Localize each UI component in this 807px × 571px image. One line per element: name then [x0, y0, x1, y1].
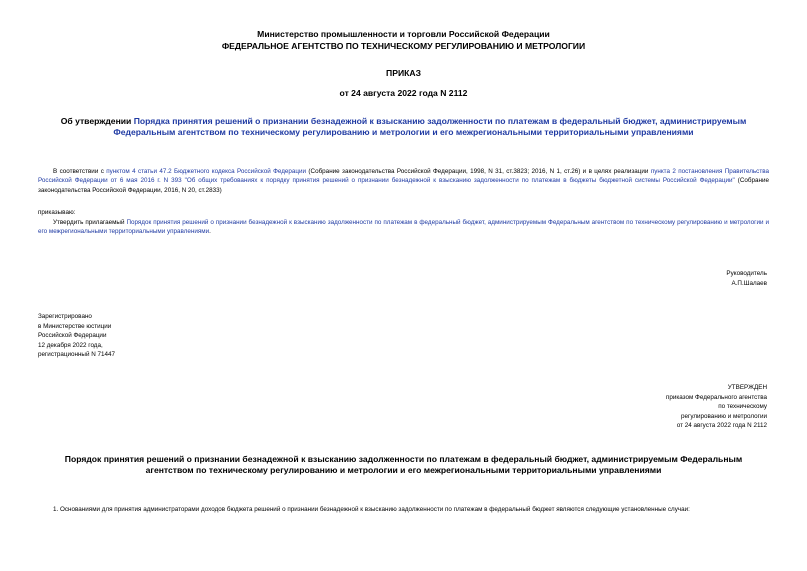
approval-line: приказом Федерального агентства [665, 393, 767, 401]
preamble-text-3: (Собрание законодательства Российской Федерации, 2016, N 20, ст.2833) [38, 177, 769, 194]
registration-line: в Министерстве юстиции [38, 322, 112, 330]
procedure-paragraph-1: 1. Основаниями для принятия администраторами доходов бюджета решений о признании безнадежной к взысканию задолженности по платежам в федеральный бюджет являются следующие установленные случаи: [53, 506, 690, 513]
order-text-1: Утвердить прилагаемый [53, 219, 127, 226]
title-link[interactable]: Порядка принятия решений о признании безнадежной к взысканию задолженности по платежам в федеральный бюджет, администрируемым Федеральным агентством по техническому регулированию и метрологии и его межрегиональными территориальными управлениями [113, 116, 747, 137]
ministry-name: Министерство промышленности и торговли Российской Федерации [257, 29, 550, 39]
order-paragraph [38, 218, 769, 237]
registration-block [38, 312, 115, 360]
approval-line: УТВЕРЖДЕН [727, 384, 767, 391]
preamble-paragraph [38, 167, 769, 195]
document-date-number: от 24 августа 2022 года N 2112 [339, 88, 468, 98]
signature-role: Руководитель [726, 270, 767, 277]
procedure-title: Порядок принятия решений о признании безнадежной к взысканию задолженности по платежам в федеральный бюджет, администрируемым Федеральным агентством по техническому регулированию и метрологии и его межрегиональными территориальными управлениями [64, 454, 743, 475]
registration-line: регистрационный N 71447 [38, 351, 116, 359]
signature-block [726, 269, 767, 288]
registration-line: Российской Федерации [38, 332, 107, 340]
preamble-text-1: В соответствии с [53, 168, 107, 175]
approval-line: регулированию и метрологии [681, 412, 767, 420]
document-type: ПРИКАЗ [386, 68, 421, 78]
signature-name: А.П.Шалаев [731, 279, 767, 287]
order-word: приказываю: [38, 209, 76, 216]
approval-block [666, 383, 767, 431]
approval-line: по техническому [718, 403, 767, 411]
document-title [50, 116, 757, 138]
government-resolution-link[interactable]: пункта 2 постановления Правительства Российской Федерации от 6 мая 2016 г. N 393 "Об общих требованиях к порядку принятия решений о признании безнадежной к взысканию задолженности по платежам в бюджеты бюджетной системы Российской Федерации" [38, 168, 769, 185]
budget-code-link[interactable]: пунктом 4 статьи 47.2 Бюджетного кодекса Российской Федерации [106, 168, 307, 175]
registration-line: 12 декабря 2022 года, [38, 341, 103, 349]
approval-line: от 24 августа 2022 года N 2112 [676, 422, 767, 430]
registration-line: Зарегистрировано [38, 313, 92, 320]
preamble-text-2: (Собрание законодательства Российской Федерации, 1998, N 31, ст.3823; 2016, N 1, ст.26) и в целях реализации [306, 168, 651, 175]
order-text-2: . [209, 228, 211, 236]
title-prefix: Об утверждении [60, 116, 134, 126]
agency-name: ФЕДЕРАЛЬНОЕ АГЕНТСТВО ПО ТЕХНИЧЕСКОМУ РЕГУЛИРОВАНИЮ И МЕТРОЛОГИИ [221, 41, 586, 51]
procedure-link[interactable]: Порядок принятия решений о признании безнадежной к взысканию задолженности по платежам в федеральный бюджет, администрируемым Федеральным агентством по техническому регулированию и метрологии и его межрегиональными территориальными управлениями [38, 219, 769, 236]
